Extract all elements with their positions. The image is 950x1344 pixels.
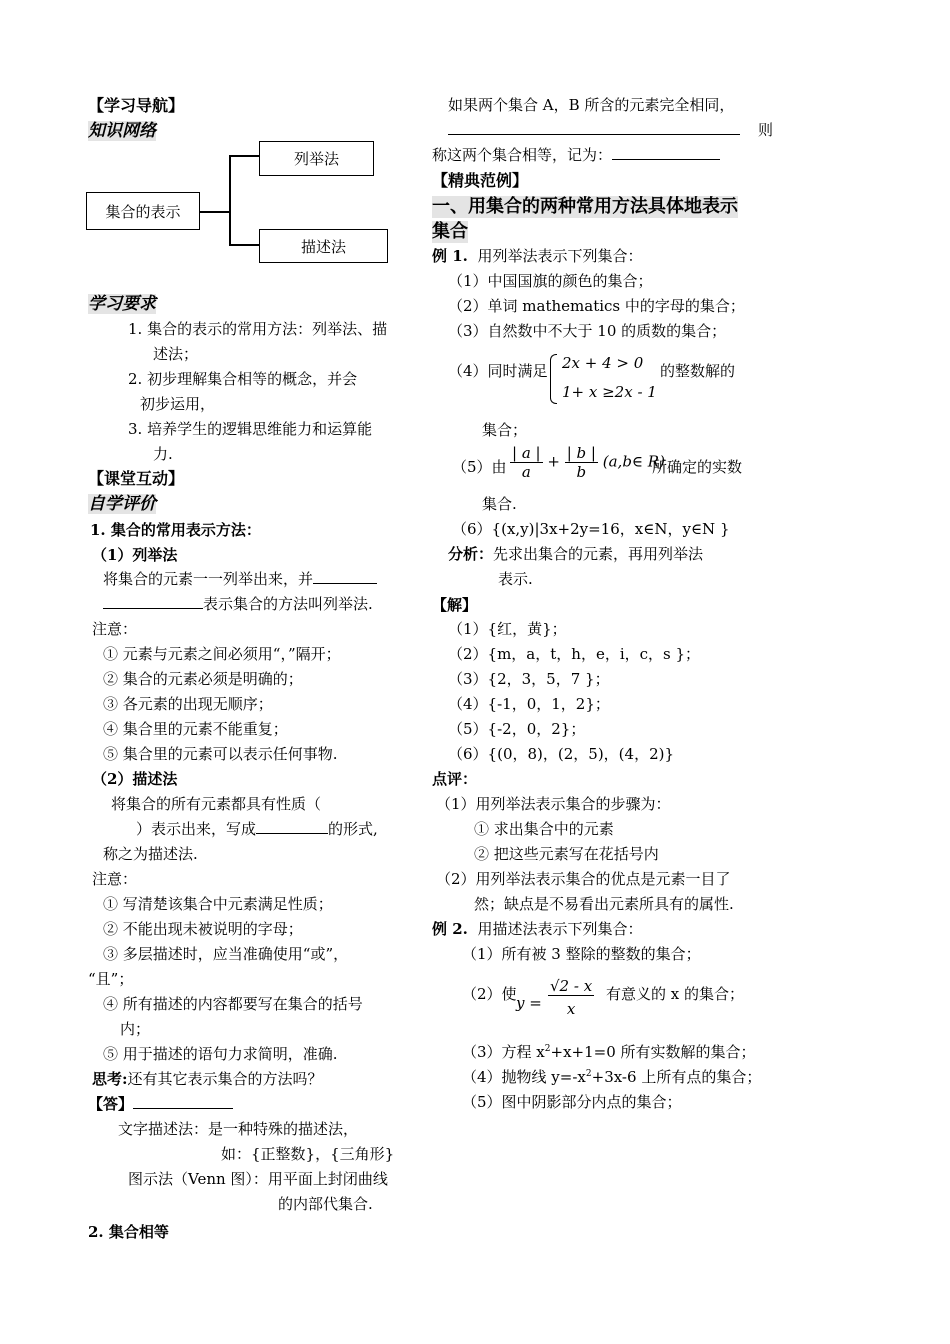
desc-definition-end: 称之为描述法. [103,845,198,863]
equality-definition-blank: 则 [448,121,773,139]
example-2-item: （2）使 [462,985,517,1003]
solution-label: 【解】 [432,596,478,614]
diagram-connector [229,155,260,157]
example-2-item: （1）所有被 3 整除的整数的集合； [462,945,701,963]
desc-definition: 将集合的所有元素都具有性质（ [111,795,322,813]
class-interaction-title: 【课堂互动】 [88,469,185,488]
desc-note: ④ 所有描述的内容都要写在集合的括号 [103,995,363,1013]
example-1-item: （6）{(x,y)|3x+2y=16，x∈N，y∈N } [452,520,730,538]
self-eval-heading: 自学评价 [88,494,156,514]
diagram-root-box [86,192,200,230]
equality-notation: 称这两个集合相等，记为： [432,146,720,164]
desc-note: ⑤ 用于描述的语句力求简明，准确. [103,1045,338,1063]
requirement-3: 3. 培养学生的逻辑思维能力和运算能 [128,420,373,438]
enum-note: ③ 各元素的出现无顺序； [103,695,273,713]
enum-note: ④ 集合里的元素不能重复； [103,720,288,738]
diagram-branch-enum-label: 列举法 [293,150,339,168]
example-1-item-cont: 集合； [482,421,528,439]
function-lhs: y = [516,994,542,1012]
solution-item: （5）{-2，0，2}； [448,720,586,738]
example-1-item: （4）同时满足 [448,362,548,380]
topic-heading-cont: 集合 [432,221,468,242]
solution-item: （1）{红，黄}； [448,620,567,638]
diagram-branch-enum-box [259,141,374,176]
note-label: 注意： [92,870,138,888]
desc-note-cont: 内； [120,1020,151,1038]
answer-line: 【答】 [88,1095,233,1113]
note-label: 注意： [92,620,138,638]
desc-definition-cont: ）表示出来，写成 的形式, [136,820,378,838]
enum-definition-cont: 表示集合的方法叫列举法. [103,595,373,613]
enum-method-heading: （1）列举法 [92,546,178,564]
solution-item: （4）{-1，0，1，2}； [448,695,610,713]
diagram-root-label: 集合的表示 [105,202,181,221]
desc-method-heading: （2）描述法 [92,770,178,788]
topic-heading: 一、用集合的两种常用方法具体地表示 [432,196,738,217]
comment-item-cont: 然；缺点是不易看出元素所具有的属性. [474,895,734,913]
answer-text: 如：{正整数}，{三角形} [221,1145,395,1163]
enum-note: ① 元素与元素之间必须用“，”隔开； [103,645,341,663]
requirement-3-cont: 力. [153,445,173,463]
requirement-1: 1. 集合的表示的常用方法：列举法、描 [128,320,388,338]
comment-label: 点评： [432,770,478,788]
enum-definition: 将集合的元素一一列举出来，并 [103,570,377,588]
example-1-item-cont: 集合. [482,495,517,513]
example-1-item-cont: 所确定的实数 [652,458,743,476]
diagram-connector [200,211,230,213]
example-2-heading: 例 2. 用描述法表示下列集合： [432,920,643,938]
desc-note: ② 不能出现未被说明的字母； [103,920,303,938]
examples-title: 【精典范例】 [432,171,529,190]
desc-note: ③ 多层描述时，应当准确使用“或”， [103,945,349,963]
answer-text: 文字描述法：是一种特殊的描述法， [118,1120,359,1138]
example-2-item-cont: 有意义的 x 的集合； [606,985,744,1003]
inequality-2: 1+ x ≥2x - 1 [562,383,657,401]
answer-text: 的内部代集合. [278,1195,373,1213]
requirement-2-cont: 初步运用， [140,395,216,413]
equality-definition: 如果两个集合 A，B 所含的元素完全相同， [448,96,735,114]
inequality-1: 2x + 4 > 0 [562,354,644,372]
comment-step: ① 求出集合中的元素 [474,820,614,838]
answer-text: 图示法（Venn 图）：用平面上封闭曲线 [128,1170,388,1188]
example-1-item: （3）自然数中不大于 10 的质数的集合； [448,322,727,340]
diagram-connector [229,155,231,245]
solution-item: （3）{2，3，5，7 }； [448,670,610,688]
example-1-item: （1）中国国旗的颜色的集合； [448,272,653,290]
requirement-1-cont: 述法； [153,345,199,363]
knowledge-net-heading: 知识网络 [88,121,156,141]
diagram-branch-desc-label: 描述法 [300,237,346,256]
example-1-item: （5）由 [452,458,507,476]
system-brace [550,354,557,404]
absolute-value-expression: $\frac{| a |}{a}$ + $\frac{| b |}{b}$ (a,b∈ R) [512,444,665,481]
solution-item: （6）{(0，8)，(2，5)，(4，2)} [448,745,675,763]
diagram-connector [229,244,260,246]
section-2-heading: 2. 集合相等 [88,1223,169,1241]
comment-step: ② 把这些元素写在花括号内 [474,845,659,863]
comment-item: （1）用列举法表示集合的步骤为： [436,795,671,813]
desc-note: ① 写清楚该集合中元素满足性质； [103,895,333,913]
analysis-cont: 表示. [498,570,533,588]
example-2-item: （4）抛物线 $y=-x^2+3x-6$ 上所有点的集合； [462,1068,762,1086]
requirements-heading: 学习要求 [88,294,156,314]
enum-note: ⑤ 集合里的元素可以表示任何事物. [103,745,338,763]
example-2-item: （3）方程 $x^2+x+1=0$ 所有实数解的集合； [462,1043,756,1061]
example-1-item-cont: 的整数解的 [660,362,736,380]
desc-note-cont: “且”； [88,970,134,988]
example-2-item: （5）图中阴影部分内点的集合； [462,1093,682,1111]
think-question: 思考:还有其它表示集合的方法吗？ [92,1070,323,1088]
requirement-2: 2. 初步理解集合相等的概念，并会 [128,370,358,388]
nav-title: 【学习导航】 [88,96,185,115]
analysis: 分析：先求出集合的元素，再用列举法 [448,545,704,563]
section-1-heading: 1. 集合的常用表示方法： [90,521,261,539]
solution-item: （2）{m，a，t，h，e，i，c，s }； [448,645,701,663]
diagram-branch-desc-box [259,229,388,263]
enum-note: ② 集合的元素必须是明确的； [103,670,303,688]
example-1-heading: 例 1. 用列举法表示下列集合： [432,247,643,265]
comment-item: （2）用列举法表示集合的优点是元素一目了 [436,870,731,888]
radical-fraction: $\frac{√2 - x}{x}$ [550,977,593,1018]
example-1-item: （2）单词 mathematics 中的字母的集合； [448,297,745,315]
